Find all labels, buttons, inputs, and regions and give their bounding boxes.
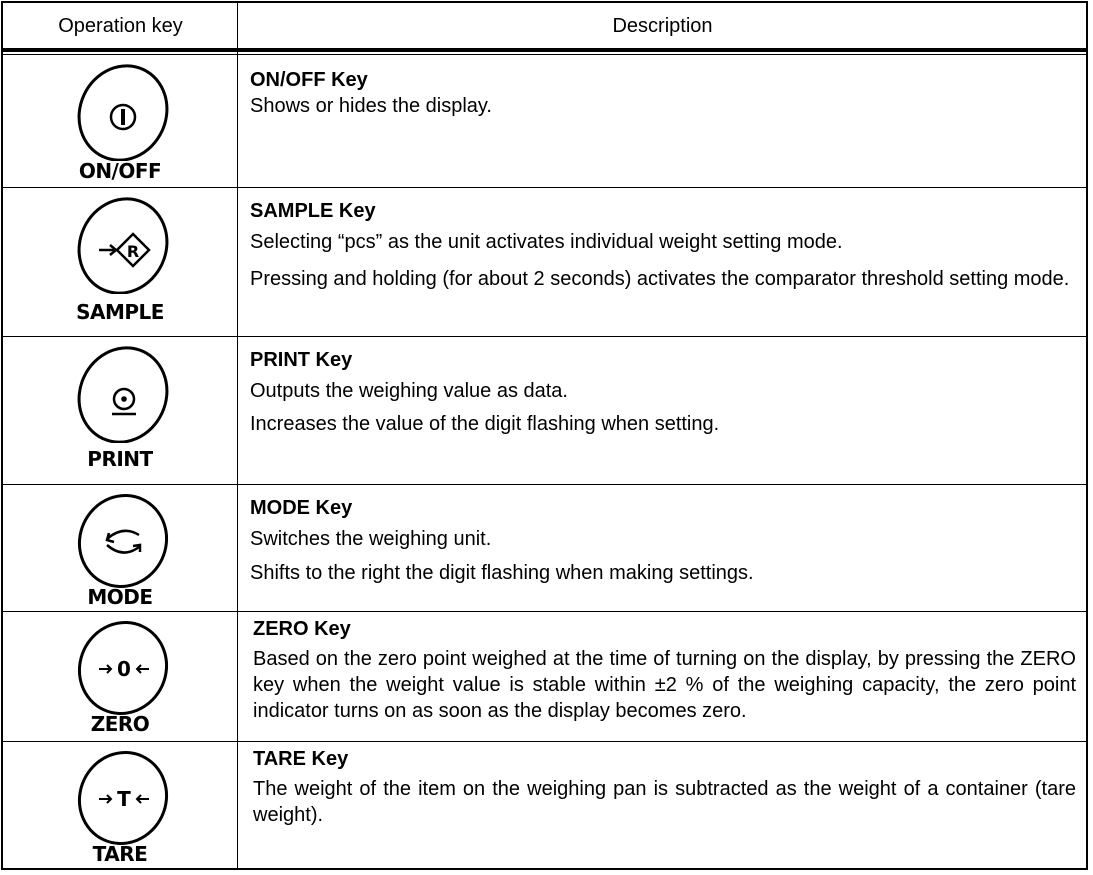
description-text: The weight of the item on the weighing pan is subtracted as the weight of a container (tare weight). — [253, 778, 1076, 826]
table-row-mode — [3, 484, 1086, 611]
operation-key-table — [1, 1, 1088, 870]
table-row-zero — [3, 611, 1086, 741]
header-divider — [3, 48, 1086, 52]
description-print — [250, 347, 1076, 443]
key-label-mode: MODE — [87, 585, 153, 609]
key-cell — [3, 337, 237, 484]
svg-text:T: T — [117, 787, 131, 811]
key-label-print: PRINT — [87, 447, 153, 471]
key-cell — [3, 612, 237, 741]
description-line: Switches the weighing unit. — [250, 528, 492, 550]
description-zero — [253, 616, 1076, 724]
key-cell — [3, 55, 237, 187]
key-label-onoff: ON/OFF — [78, 159, 162, 183]
description-line: Outputs the weighing value as data. — [250, 380, 568, 402]
description-line: Increases the value of the digit flashing when setting. — [250, 413, 720, 435]
description-line: Pressing and holding (for about 2 seconds) activates the comparator threshold setting mode. — [250, 268, 1070, 290]
key-cell — [3, 485, 237, 611]
svg-text:R: R — [126, 242, 140, 261]
description-line: Shows or hides the display. — [250, 95, 492, 117]
zero-arrows-icon — [69, 618, 179, 718]
table-row-sample — [3, 187, 1086, 336]
svg-text:0: 0 — [117, 657, 131, 681]
key-cell — [3, 188, 237, 336]
header-operation-key: Operation key — [58, 14, 183, 37]
description-onoff — [250, 67, 1076, 119]
key-title: MODE Key — [250, 497, 353, 519]
key-label-zero: ZERO — [90, 712, 150, 736]
key-title: ZERO Key — [253, 618, 351, 640]
column-divider — [237, 3, 238, 868]
description-line: Shifts to the right the digit flashing when making settings. — [250, 562, 754, 584]
power-icon — [69, 61, 179, 161]
tare-arrows-icon — [69, 748, 179, 848]
header-description: Description — [612, 14, 713, 37]
key-label-tare: TARE — [92, 842, 148, 866]
table-row-onoff — [3, 55, 1086, 187]
table-row-print — [3, 336, 1086, 484]
key-cell — [3, 742, 237, 871]
print-icon — [69, 343, 179, 443]
key-title: SAMPLE Key — [250, 200, 376, 222]
key-title: PRINT Key — [250, 349, 353, 371]
description-mode — [250, 495, 1076, 592]
key-title: ON/OFF Key — [250, 69, 368, 91]
key-label-sample: SAMPLE — [76, 300, 164, 324]
description-line: Selecting “pcs” as the unit activates individual weight setting mode. — [250, 231, 843, 253]
description-tare — [253, 746, 1076, 828]
table-header — [3, 3, 1086, 49]
key-title: TARE Key — [253, 748, 349, 770]
sample-reference-icon — [69, 194, 179, 294]
mode-cycle-icon — [69, 491, 179, 591]
description-text: Based on the zero point weighed at the time of turning on the display, by pressing the ZERO key when the weight value is stable within ±2 % of the weighing capacity, the zero point indicator turns on as soon as the display becomes zero. — [253, 648, 1076, 722]
table-row-tare — [3, 741, 1086, 871]
description-sample — [250, 198, 1076, 298]
